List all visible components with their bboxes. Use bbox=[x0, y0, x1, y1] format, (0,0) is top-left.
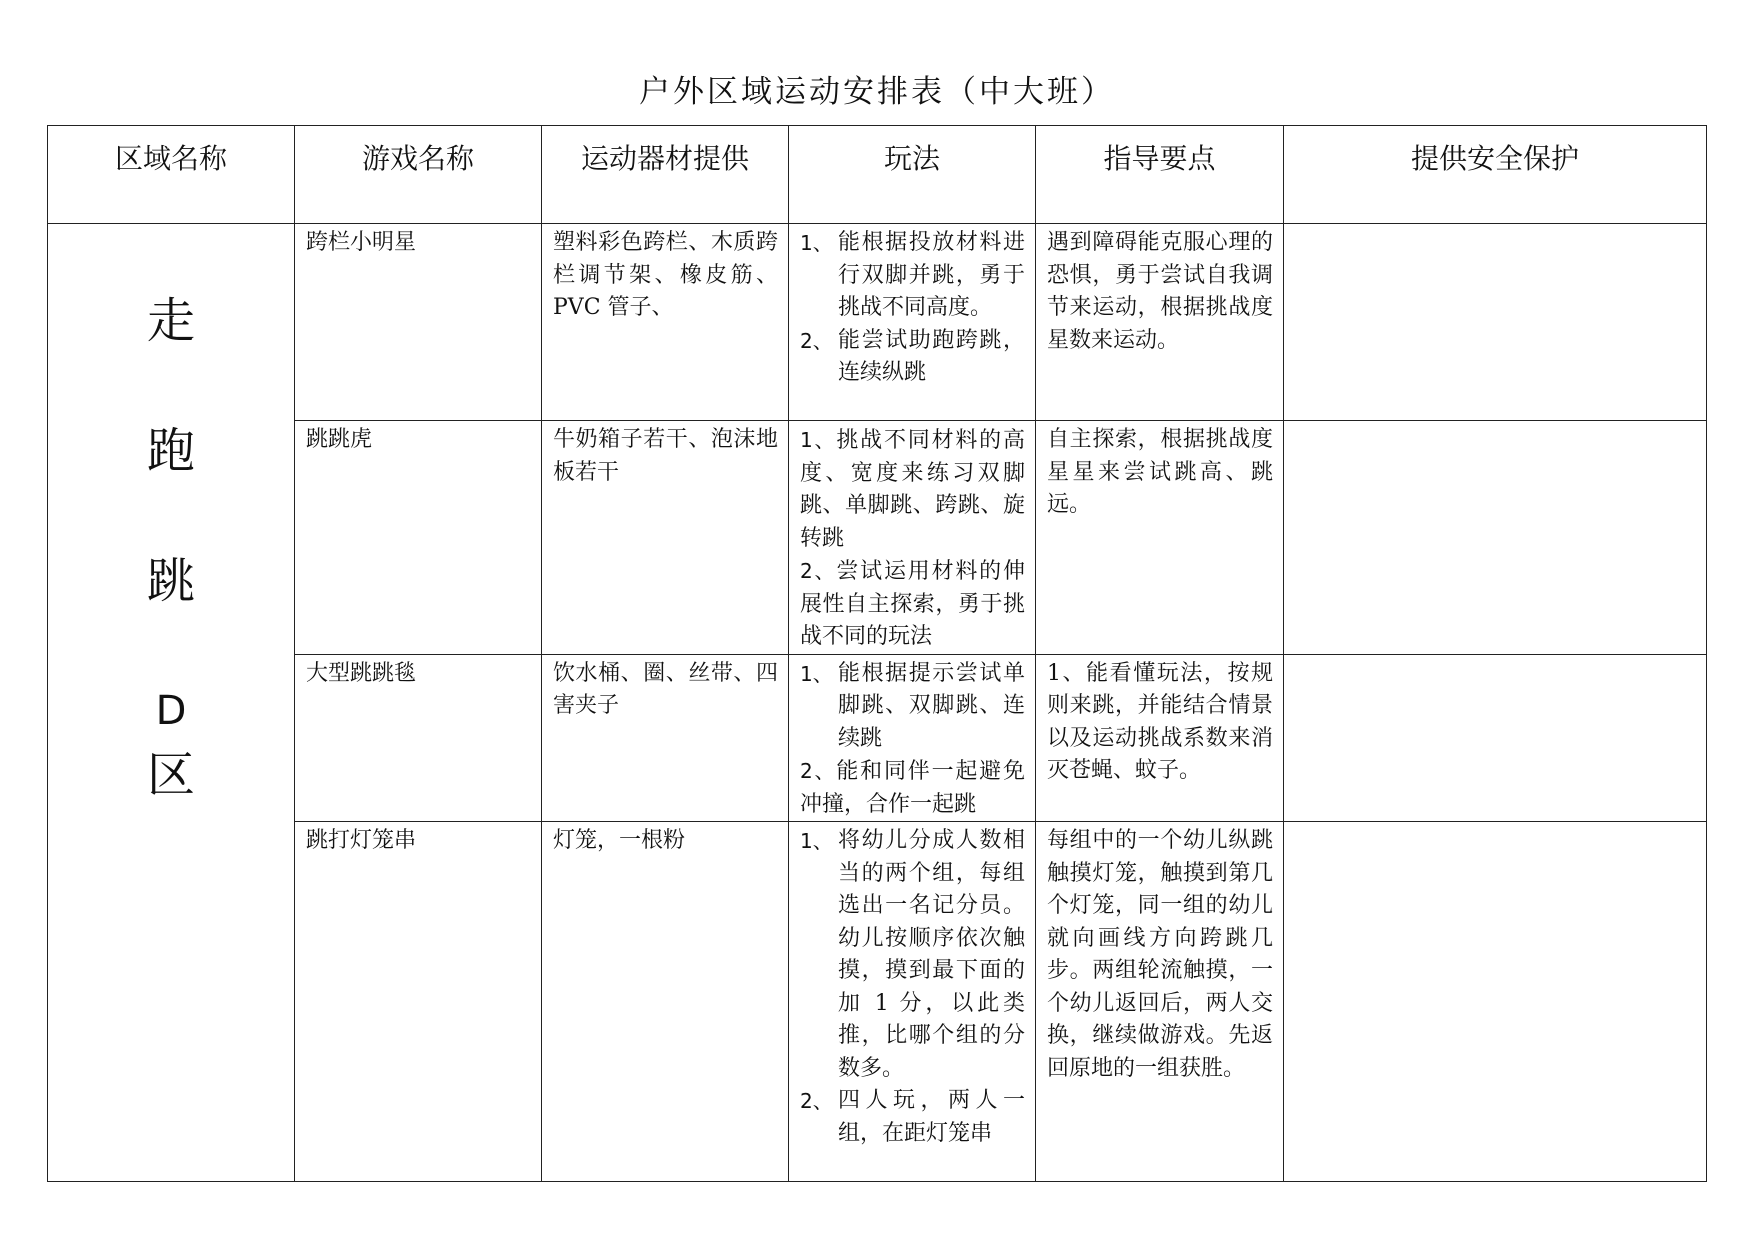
header-game-name: 游戏名称 bbox=[295, 126, 542, 224]
step-number: 1、 bbox=[800, 829, 833, 853]
header-equipment: 运动器材提供 bbox=[542, 126, 789, 224]
step-text: 挑战不同材料的高度、宽度来练习双脚跳、单脚跳、跨跳、旋转跳 bbox=[800, 428, 1025, 551]
play-method bbox=[789, 822, 1035, 1150]
step-text: 将幼儿分成人数相当的两个组，每组选出一名记分员。幼儿按顺序依次触摸，摸到最下面的加 1 分，以此类推，比哪个组的分数多。 bbox=[838, 828, 1025, 1081]
guidance: 1、能看懂玩法，按规则来跳，并能结合情景以及运动挑战系数来消灭苍蝇、蚊子。 bbox=[1047, 660, 1273, 783]
play-step bbox=[800, 755, 1025, 821]
schedule-table bbox=[47, 125, 1707, 1182]
play-step bbox=[800, 658, 1025, 756]
zone-char: 区 bbox=[146, 747, 195, 803]
play-method bbox=[789, 224, 1035, 390]
header-guidance: 指导要点 bbox=[1036, 126, 1284, 224]
step-number: 2、 bbox=[800, 328, 833, 353]
step-number: 2、 bbox=[800, 559, 837, 583]
play-method bbox=[789, 655, 1035, 822]
step-number: 1、 bbox=[800, 428, 837, 452]
safety bbox=[1284, 224, 1706, 227]
header-row bbox=[48, 126, 1707, 224]
play-steps bbox=[800, 227, 1025, 390]
header-safety: 提供安全保护 bbox=[1284, 126, 1707, 224]
step-text: 能根据提示尝试单脚跳、双脚跳、连续跳 bbox=[838, 660, 1025, 751]
zone-char: 走 bbox=[146, 293, 195, 349]
step-text: 四人玩，两人一组，在距灯笼串 bbox=[838, 1088, 1025, 1146]
play-method bbox=[789, 421, 1035, 654]
safety bbox=[1284, 655, 1706, 658]
table-row bbox=[48, 224, 1707, 421]
play-step bbox=[800, 424, 1025, 555]
equipment: 牛奶箱子若干、泡沫地板若干 bbox=[553, 427, 778, 485]
play-step bbox=[800, 227, 1025, 325]
equipment: 灯笼，一根粉 bbox=[553, 828, 686, 853]
table-row bbox=[48, 654, 1707, 822]
page-title: 户外区域运动安排表（中大班） bbox=[639, 74, 1115, 110]
header-play-method: 玩法 bbox=[789, 126, 1036, 224]
step-text: 能尝试助跑跨跳，连续纵跳 bbox=[838, 327, 1025, 385]
play-step bbox=[800, 555, 1025, 654]
guidance: 自主探索，根据挑战度星星来尝试跳高、跳远。 bbox=[1047, 427, 1273, 517]
step-number: 2、 bbox=[800, 759, 837, 783]
step-text: 尝试运用材料的伸展性自主探索，勇于挑战不同的玩法 bbox=[800, 559, 1025, 649]
zone-char: 跑 bbox=[146, 423, 195, 479]
play-steps bbox=[800, 658, 1025, 822]
guidance: 遇到障碍能克服心理的恐惧，勇于尝试自我调节来运动，根据挑战度星数来运动。 bbox=[1047, 230, 1273, 353]
table-row bbox=[48, 822, 1707, 1182]
safety bbox=[1284, 822, 1706, 825]
play-steps bbox=[800, 424, 1025, 654]
play-step bbox=[800, 825, 1025, 1085]
table-row bbox=[48, 421, 1707, 655]
zone-char: D bbox=[155, 688, 187, 734]
play-steps bbox=[800, 825, 1025, 1150]
safety bbox=[1284, 421, 1706, 424]
play-step bbox=[800, 1085, 1025, 1150]
play-step bbox=[800, 325, 1025, 390]
zone-char: 跳 bbox=[146, 553, 195, 609]
game-name: 大型跳跳毯 bbox=[306, 660, 417, 686]
guidance: 每组中的一个幼儿纵跳触摸灯笼，触摸到第几个灯笼，同一组的幼儿就向画线方向跨跳几步。两组轮流触摸，一个幼儿返回后，两人交换，继续做游戏。先返回原地的一组获胜。 bbox=[1047, 828, 1273, 1081]
step-text: 能和同伴一起避免冲撞，合作一起跳 bbox=[800, 759, 1025, 817]
game-name: 跨栏小明星 bbox=[306, 230, 417, 255]
zone-cell bbox=[48, 224, 295, 1182]
game-name: 跳打灯笼串 bbox=[306, 828, 417, 853]
game-name: 跳跳虎 bbox=[306, 427, 373, 452]
header-zone-name: 区域名称 bbox=[48, 126, 295, 224]
step-number: 1、 bbox=[800, 661, 833, 686]
step-number: 1、 bbox=[800, 231, 833, 255]
equipment: 饮水桶、圈、丝带、四害夹子 bbox=[553, 660, 778, 718]
equipment: 塑料彩色跨栏、木质跨栏调节架、橡皮筋、PVC 管子、 bbox=[553, 230, 778, 320]
step-text: 能根据投放材料进行双脚并跳，勇于挑战不同高度。 bbox=[838, 230, 1025, 320]
step-number: 2、 bbox=[800, 1089, 833, 1113]
